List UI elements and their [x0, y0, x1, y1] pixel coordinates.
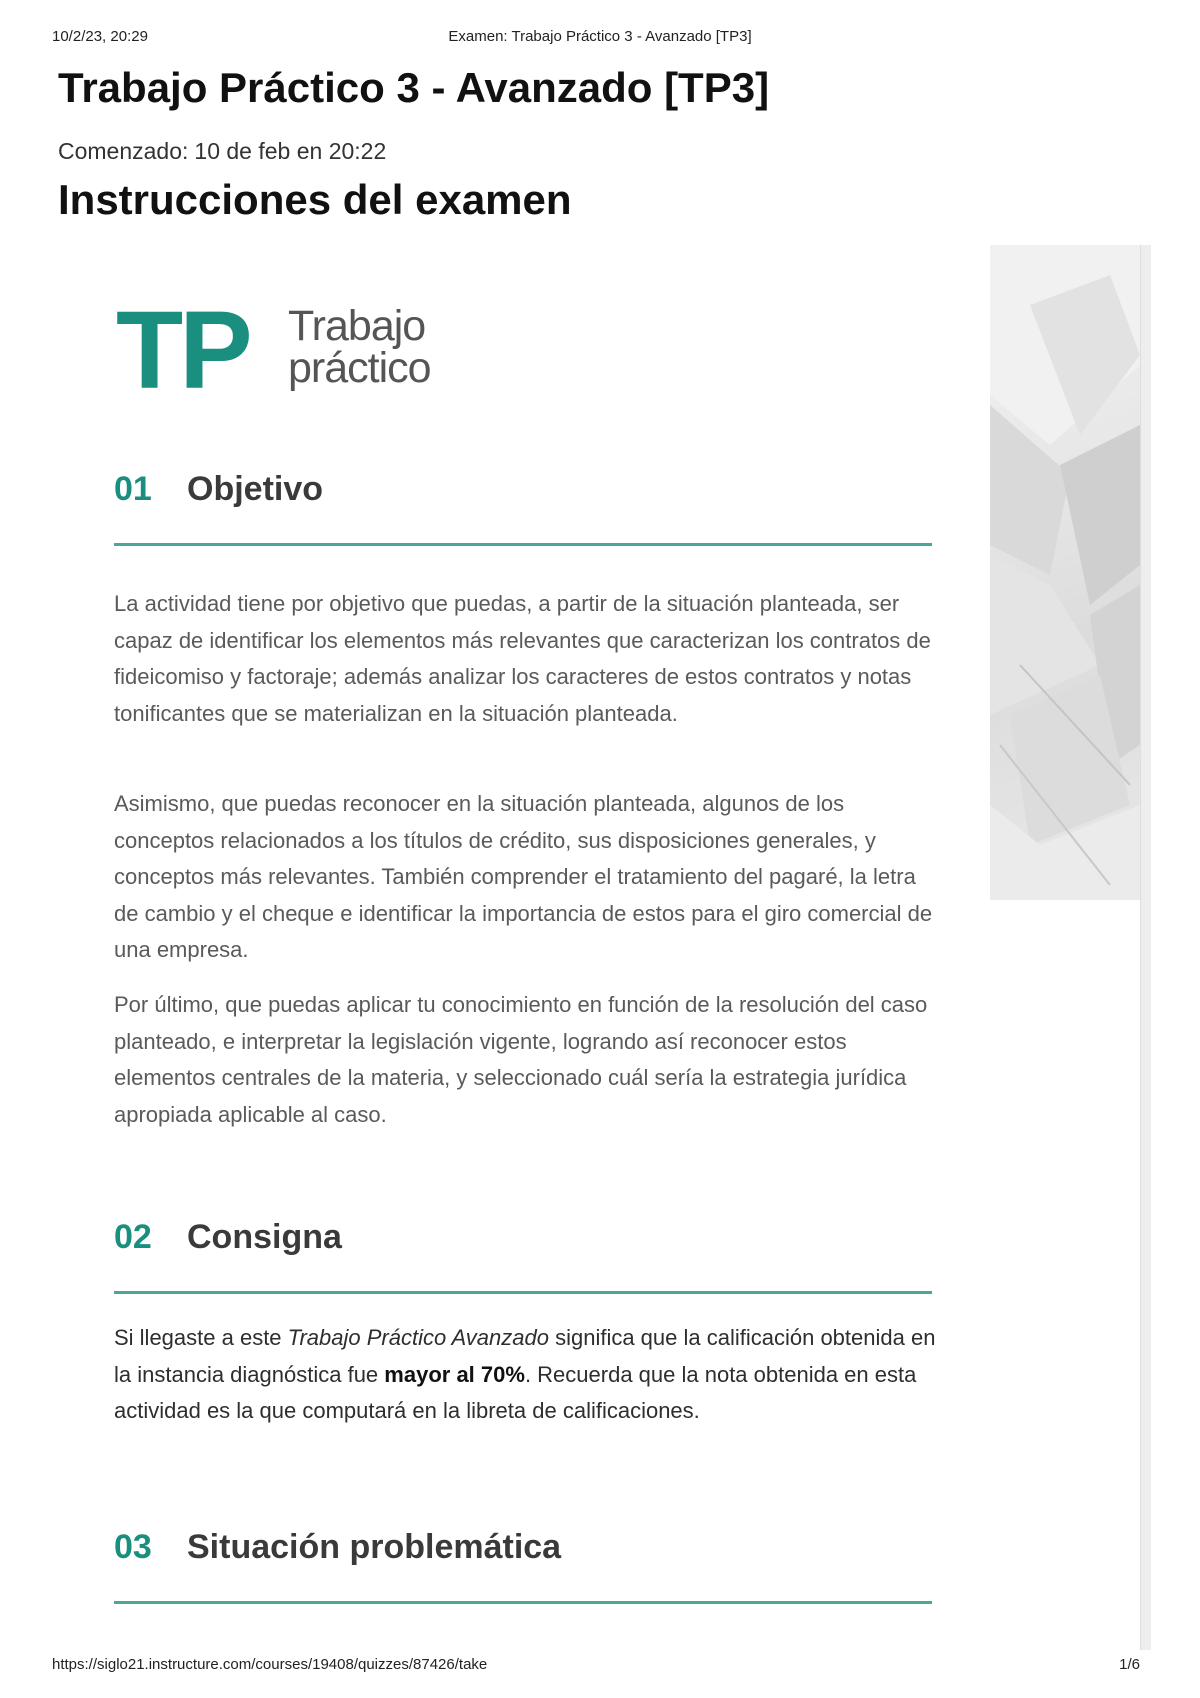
consigna-text-middle: significa que la calificación obtenida en la instancia diagnóstica fue	[114, 1325, 936, 1387]
objetivo-paragraph-2: Asimismo, que puedas reconocer en la situación planteada, algunos de los conceptos relacionados a los títulos de crédito, sus disposiciones generales, y conceptos más relevantes. También comprender el tratamiento del pagaré, la letra de cambio y el cheque e identificar la importancia de estos para el giro comercial de una empresa.	[114, 791, 933, 962]
section-number: 01	[114, 470, 152, 508]
logo-line-1: Trabajo	[288, 302, 426, 350]
page-title: Trabajo Práctico 3 - Avanzado [TP3]	[58, 64, 770, 111]
started-info	[58, 138, 386, 165]
section-number: 03	[114, 1528, 152, 1566]
decorative-architecture-image	[990, 245, 1140, 900]
section-title: Consigna	[187, 1218, 342, 1256]
consigna-italic-text: Trabajo Práctico Avanzado	[287, 1325, 549, 1350]
consigna-paragraph	[114, 1320, 944, 1430]
print-header	[52, 28, 1148, 48]
architecture-illustration	[990, 245, 1140, 900]
page-scrollbar[interactable]	[1140, 245, 1151, 1650]
started-label: Comenzado:	[58, 138, 189, 164]
started-value: 10 de feb en 20:22	[194, 138, 387, 164]
print-doc-title: Examen: Trabajo Práctico 3 - Avanzado [TP3]	[448, 28, 752, 45]
print-footer	[52, 1656, 1148, 1676]
section-objetivo-heading	[114, 470, 932, 510]
print-url: https://siglo21.instructure.com/courses/19408/quizzes/87426/take	[52, 1656, 488, 1673]
section-consigna-heading	[114, 1218, 932, 1258]
section-divider	[114, 543, 932, 546]
consigna-bold-text: mayor al 70%	[384, 1361, 525, 1387]
tp-logo	[116, 289, 476, 412]
objetivo-paragraph-3: Por último, que puedas aplicar tu conocimiento en función de la resolución del caso planteado, e interpretar la legislación vigente, logrando así reconocer estos elementos centrales de la materia, y seleccionado cuál sería la estrategia jurídica apropiada aplicable al caso.	[114, 992, 928, 1127]
logo-letters: TP	[116, 289, 249, 412]
section-number: 02	[114, 1218, 152, 1256]
section-divider	[114, 1601, 932, 1604]
section-title: Situación problemática	[187, 1528, 562, 1566]
consigna-text-end: . Recuerda que la nota obtenida en esta actividad es la que computará en la libreta de calificaciones.	[114, 1361, 917, 1423]
instructions-title: Instrucciones del examen	[58, 176, 572, 223]
logo-line-2: práctico	[288, 344, 431, 392]
objetivo-paragraph-1: La actividad tiene por objetivo que puedas, a partir de la situación planteada, ser capaz de identificar los elementos más relevantes que caracterizan los contratos de fideicomiso y factoraje; además analizar los caracteres de estos contratos y notas tonificantes que se materializan en la situación planteada.	[114, 591, 931, 726]
consigna-text-start: Si llegaste a este	[114, 1325, 288, 1350]
section-title: Objetivo	[187, 470, 324, 508]
section-situacion-heading	[114, 1528, 932, 1568]
section-divider	[114, 1291, 932, 1294]
print-date: 10/2/23, 20:29	[52, 28, 148, 45]
print-page-number: 1/6	[1119, 1656, 1140, 1673]
